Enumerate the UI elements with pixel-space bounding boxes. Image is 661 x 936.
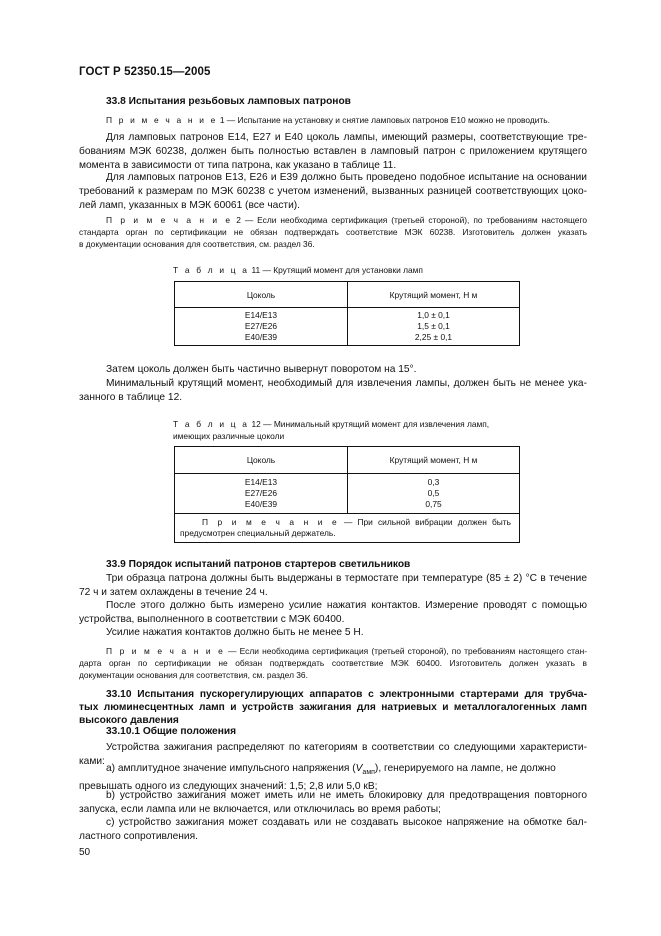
variable: V [355,763,363,774]
text-line: b) устройство зажигания может иметь или не иметь блокировку для предотвращения повторного [106,790,587,801]
text-line: запуска, если лампа или не включается, или отключилась во время работы; [79,804,441,815]
note-label: П р и м е ч а н и е [202,516,339,527]
cell-value: Е27/Е26 [244,488,278,498]
text-line: дарта орган по сертификации не обязан подтверждать соответствие МЭК 60400. Изготовитель должен указать в [79,658,587,668]
section-33-10-heading [79,688,587,727]
heading-line: тых люминесцентных ламп и устройств зажигания для натриевых и металлогалогенных ламп [79,702,587,713]
paragraph-min-torque [79,377,587,405]
text-line: превышать одного из следующих значений: 1,5; 2,8 или 5,0 кВ; [79,781,378,793]
section-33-8-heading: 33.8 Испытания резьбовых ламповых патронов [106,96,351,107]
cell-value: Е14/Е13 [244,310,278,320]
subscript: амп [362,769,375,777]
cell-value: Е40/Е39 [244,499,278,509]
page-number: 50 [79,847,91,858]
cell-value: 0,75 [425,499,442,509]
text-line: бованиям МЭК 60238, должен быть полностью вставлен в ламповый патрон с приложением крутящего [79,146,587,157]
note-label: П р и м е ч а н и е [106,646,225,656]
text-line: стандарта орган по сертификации не обязан подтверждать соответствие МЭК 60238. Изготовитель должен указать [79,227,587,237]
cell-value: 0,3 [427,477,440,487]
caption-line: имеющих различные цоколи [173,431,285,441]
note-text: 1 — Испытание на установку и снятие ламповых патронов Е10 можно не проводить. [217,115,550,125]
note-2 [79,214,587,250]
text-line: требований к размерам по МЭК 60238 с учетом изменений, вызванных разницей соответствующих цоко- [79,186,587,197]
heading-line: 33.10 Испытания пускорегулирующих аппаратов с электронными стартерами для трубча- [106,689,587,700]
text-line: Устройства зажигания распределяют по категориям в соответствии со следующими характеристи- [106,742,587,753]
table-11 [174,281,520,346]
note-text: — Если необходима сертификация (третьей стороной), по требованиям настоящего стан- [224,646,587,656]
note-33-9 [79,645,587,681]
table-row [175,308,520,346]
cell-value: Е14/Е13 [244,477,278,487]
column-header: Крутящий момент, Н м [348,447,520,474]
note-text: — При сильной вибрации должен быть [338,516,511,527]
table-row [175,474,520,514]
text-line: ластного сопротивления. [79,831,198,842]
cell-value: 1,5 ± 0,1 [417,321,450,331]
text-line: с) устройство зажигания может создавать или не создавать высокое напряжение на обмотке бал- [106,817,587,828]
base-cell [175,474,348,514]
column-header: Цоколь [175,447,348,474]
note-1 [106,114,550,126]
paragraph-contact-force [79,599,587,627]
text-line: занного в таблице 12. [79,392,183,403]
cell-value: 1,0 ± 0,1 [417,310,450,320]
cell-value: 2,25 ± 0,1 [414,332,453,342]
text-line: ками: [79,756,105,767]
text-line: документации основания для соответствия, см. раздел 36. [79,670,308,680]
text-line: Для ламповых патронов Е13, Е26 и Е39 должно быть проведено подобное испытание на основании [106,172,587,183]
table-12 [174,446,520,543]
text-line: момента в зависимости от типа патрона, как указано в таблице 11. [79,160,397,171]
paragraph-unscrew: Затем цоколь должен быть частично вывернут поворотом на 15°. [106,364,417,375]
text-line: Для ламповых патронов Е14, Е27 и Е40 цоколь лампы, имеющий размеры, соответствующие тре- [106,132,587,143]
list-item-c [79,816,587,844]
paragraph-min-force: Усилие нажатия контактов должно быть не менее 5 Н. [106,627,364,638]
paragraph-e13-e26-e39 [79,171,587,213]
note-line: предусмотрен специальный держатель. [180,528,336,538]
text-line: Три образца патрона должны быть выдержаны в термостате при температуре (85 ± 2) °С в течение [106,573,587,584]
text-line [79,214,587,226]
cell-value: Е27/Е26 [244,321,278,331]
table-header-row [175,282,520,308]
text-line [79,762,587,780]
note-line [180,517,511,529]
caption-label: Т а б л и ц а [173,265,250,275]
note-label: П р и м е ч а н и е [106,215,233,225]
list-item-b [79,789,587,817]
table-11-caption [173,264,423,276]
heading-line: высокого давления [79,715,179,726]
text-line: в документации основания для соответствия, см. раздел 36. [79,239,315,249]
text-line: После этого должно быть измерено усилие нажатия контактов. Измерение проводят с помощью [106,600,587,611]
text-part: ), генерируемого на лампе, не должно [374,763,556,774]
text-line: устройства, выполненного в соответствии с МЭК 60400. [79,614,345,625]
table-note-row [175,514,520,543]
paragraph-thermostat [79,572,587,600]
text-line: лей ламп, указанных в МЭК 60061 (все части). [79,200,300,211]
torque-cell [348,474,520,514]
base-cell [175,308,348,346]
table-12-caption [173,418,489,442]
text-line: Минимальный крутящий момент, необходимый для извлечения лампы, должен быть не менее ука- [106,378,587,389]
cell-value: Е40/Е39 [244,332,278,342]
cell-value: 0,5 [427,488,440,498]
text-line [79,645,587,657]
document-header: ГОСТ Р 52350.15—2005 [79,66,211,78]
caption-label: Т а б л и ц а [173,419,250,429]
column-header: Крутящий момент, Н м [348,282,520,308]
note-label: П р и м е ч а н и е [106,115,218,125]
caption-text: 11 — Крутящий момент для установки ламп [249,265,423,275]
caption-text: 12 — Минимальный крутящий момент для извлечения ламп, [249,419,490,429]
text-line: 72 ч и затем охлаждены в течение 24 ч. [79,587,268,598]
table-header-row [175,447,520,474]
paragraph-e14-e27-e40 [79,131,587,173]
caption-line [173,418,489,430]
note-text: 2 — Если необходима сертификация (третьей стороной), по требованиям настоящего [232,215,587,225]
text-part: а) амплитудное значение импульсного напряжения ( [106,763,356,774]
subsection-33-10-1-heading: 33.10.1 Общие положения [106,726,237,737]
section-33-9-heading: 33.9 Порядок испытаний патронов стартеров светильников [106,559,411,570]
torque-cell [348,308,520,346]
column-header: Цоколь [175,282,348,308]
table-note [175,514,520,543]
